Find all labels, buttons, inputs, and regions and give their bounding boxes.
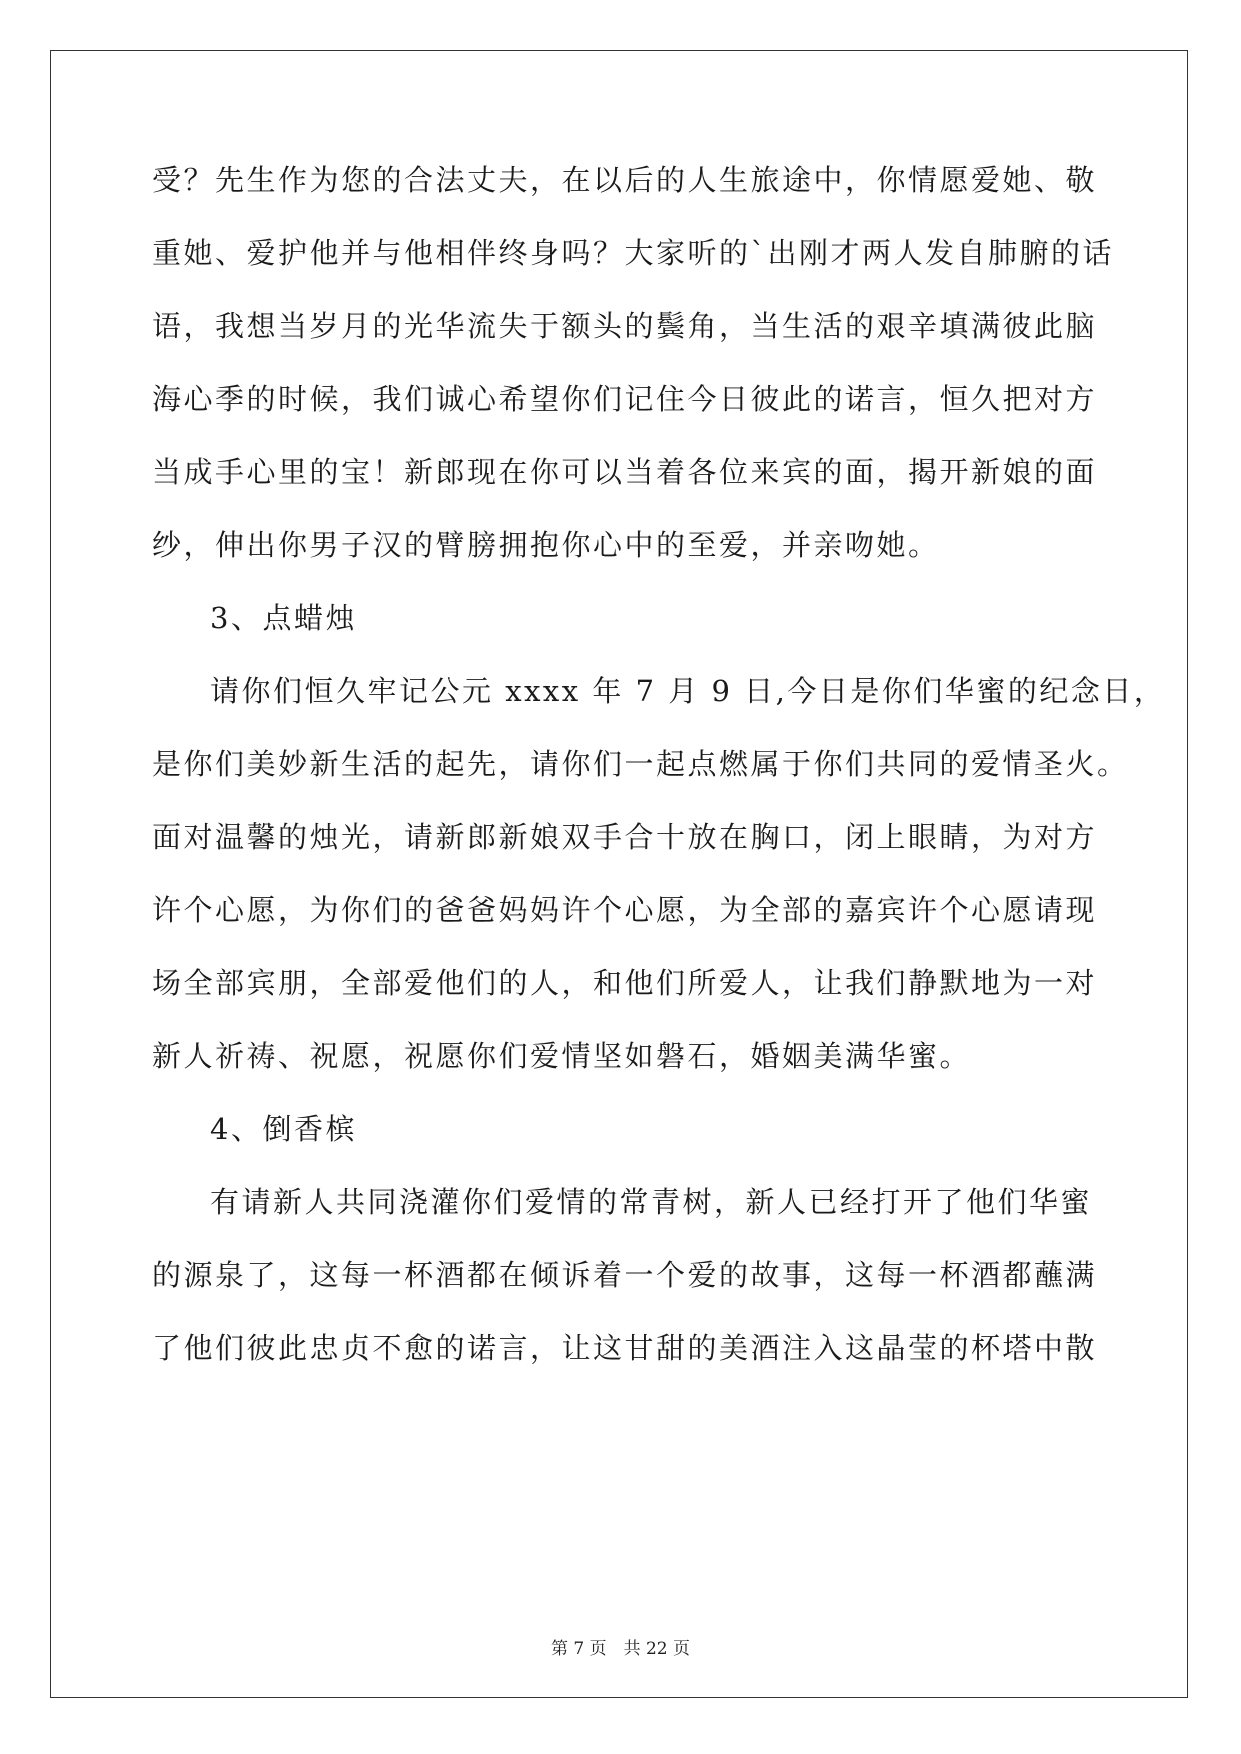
page-footer <box>0 1638 1241 1660</box>
paragraph-line: 的源泉了，这每一杯酒都在倾诉着一个爱的故事，这每一杯酒都蘸满 <box>152 1258 1098 1292</box>
paragraph-line: 场全部宾朋，全部爱他们的人，和他们所爱人，让我们静默地为一对 <box>152 966 1098 1000</box>
paragraph-line: 了他们彼此忠贞不愈的诺言，让这甘甜的美酒注入这晶莹的杯塔中散 <box>152 1331 1098 1365</box>
paragraph-line: 新人祈祷、祝愿，祝愿你们爱情坚如磐石，婚姻美满华蜜。 <box>152 1039 972 1073</box>
section-heading: 4、倒香槟 <box>210 1112 357 1146</box>
paragraph-line: 许个心愿，为你们的爸爸妈妈许个心愿，为全部的嘉宾许个心愿请现 <box>152 893 1098 927</box>
paragraph-line: 重她、爱护他并与他相伴终身吗？大家听的`出刚才两人发自肺腑的话 <box>152 236 1115 270</box>
paragraph-line: 面对温馨的烛光，请新郎新娘双手合十放在胸口，闭上眼睛，为对方 <box>152 820 1098 854</box>
paragraph-line: 是你们美妙新生活的起先，请你们一起点燃属于你们共同的爱情圣火。 <box>152 747 1129 781</box>
paragraph-line: 有请新人共同浇灌你们爱情的常青树，新人已经打开了他们华蜜 <box>210 1185 1093 1219</box>
paragraph-line: 语，我想当岁月的光华流失于额头的鬓角，当生活的艰辛填满彼此脑 <box>152 309 1098 343</box>
paragraph-line: 受？先生作为您的合法丈夫，在以后的人生旅途中，你情愿爱她、敬 <box>152 163 1098 197</box>
paragraph-line: 请你们恒久牢记公元 xxxx 年 7 月 9 日,今日是你们华蜜的纪念日， <box>210 674 1166 708</box>
paragraph-line: 海心季的时候，我们诚心希望你们记住今日彼此的诺言，恒久把对方 <box>152 382 1098 416</box>
page-number: 第 7 页 共 22 页 <box>550 1639 691 1659</box>
section-heading: 3、点蜡烛 <box>210 601 357 635</box>
paragraph-line: 当成手心里的宝！新郎现在你可以当着各位来宾的面，揭开新娘的面 <box>152 455 1098 489</box>
page-border <box>50 50 1188 1698</box>
paragraph-line: 纱，伸出你男子汉的臂膀拥抱你心中的至爱，并亲吻她。 <box>152 528 940 562</box>
